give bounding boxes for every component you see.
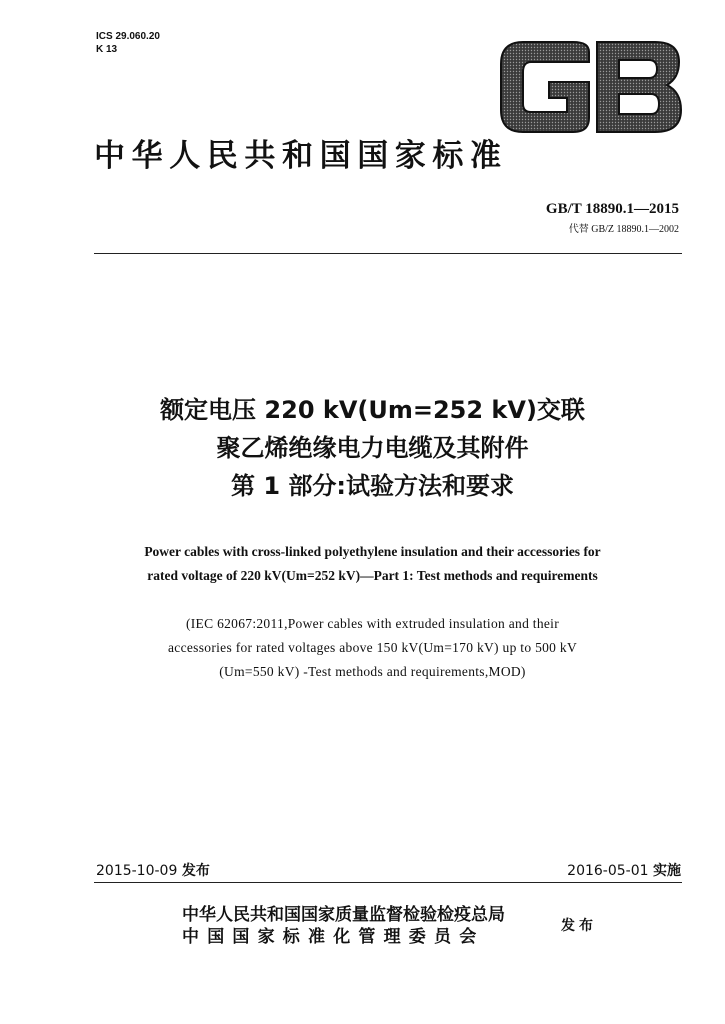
gb-logo bbox=[497, 40, 683, 134]
en-title-line-2: rated voltage of 220 kV(Um=252 kV)—Part 1: Test methods and requirements bbox=[147, 568, 598, 583]
cn-title-line-2: 聚乙烯绝缘电力电缆及其附件 bbox=[216, 434, 529, 462]
issuing-authorities bbox=[182, 904, 505, 948]
iec-reference-line-1: (IEC 62067:2011,Power cables with extruded insulation and their bbox=[185, 616, 560, 631]
header-rule bbox=[94, 253, 682, 254]
issue-date bbox=[96, 860, 210, 880]
implementation-date bbox=[567, 860, 681, 880]
standard-type-title: 中华人民共和国国家标准 bbox=[94, 138, 508, 174]
replaces-standard: 代替 GB/Z 18890.1—2002 bbox=[568, 224, 679, 235]
iec-reference-line-2: accessories for rated voltages above 150 kV(Um=170 kV) up to 500 kV bbox=[168, 640, 577, 655]
en-title-line-1: Power cables with cross-linked polyethylene insulation and their accessories for bbox=[144, 544, 601, 559]
issuer-line-1: 中华人民共和国国家质量监督检验检疫总局 bbox=[182, 905, 505, 925]
footer-rule bbox=[94, 882, 682, 883]
cn-title-line-3: 第 1 部分:试验方法和要求 bbox=[230, 472, 514, 500]
issue-date-value: 2015-10-09 bbox=[96, 863, 178, 879]
category-code: K 13 bbox=[96, 44, 118, 55]
implementation-date-value: 2016-05-01 bbox=[567, 863, 649, 879]
cn-title-line-1: 额定电压 220 kV(Um=252 kV)交联 bbox=[160, 396, 585, 424]
ics-code: ICS 29.060.20 bbox=[96, 31, 160, 42]
iec-reference-line-3: (Um=550 kV) -Test methods and requirements,MOD) bbox=[219, 664, 526, 679]
standard-number: GB/T 18890.1—2015 bbox=[545, 201, 679, 217]
classification-codes bbox=[96, 30, 160, 56]
issue-date-label: 发布 bbox=[181, 863, 210, 879]
implementation-date-label: 实施 bbox=[653, 863, 681, 879]
issuer-line-2: 中国国家标准化管理委员会 bbox=[182, 927, 485, 947]
standard-number-block bbox=[546, 201, 679, 235]
release-label: 发布 bbox=[561, 918, 597, 934]
